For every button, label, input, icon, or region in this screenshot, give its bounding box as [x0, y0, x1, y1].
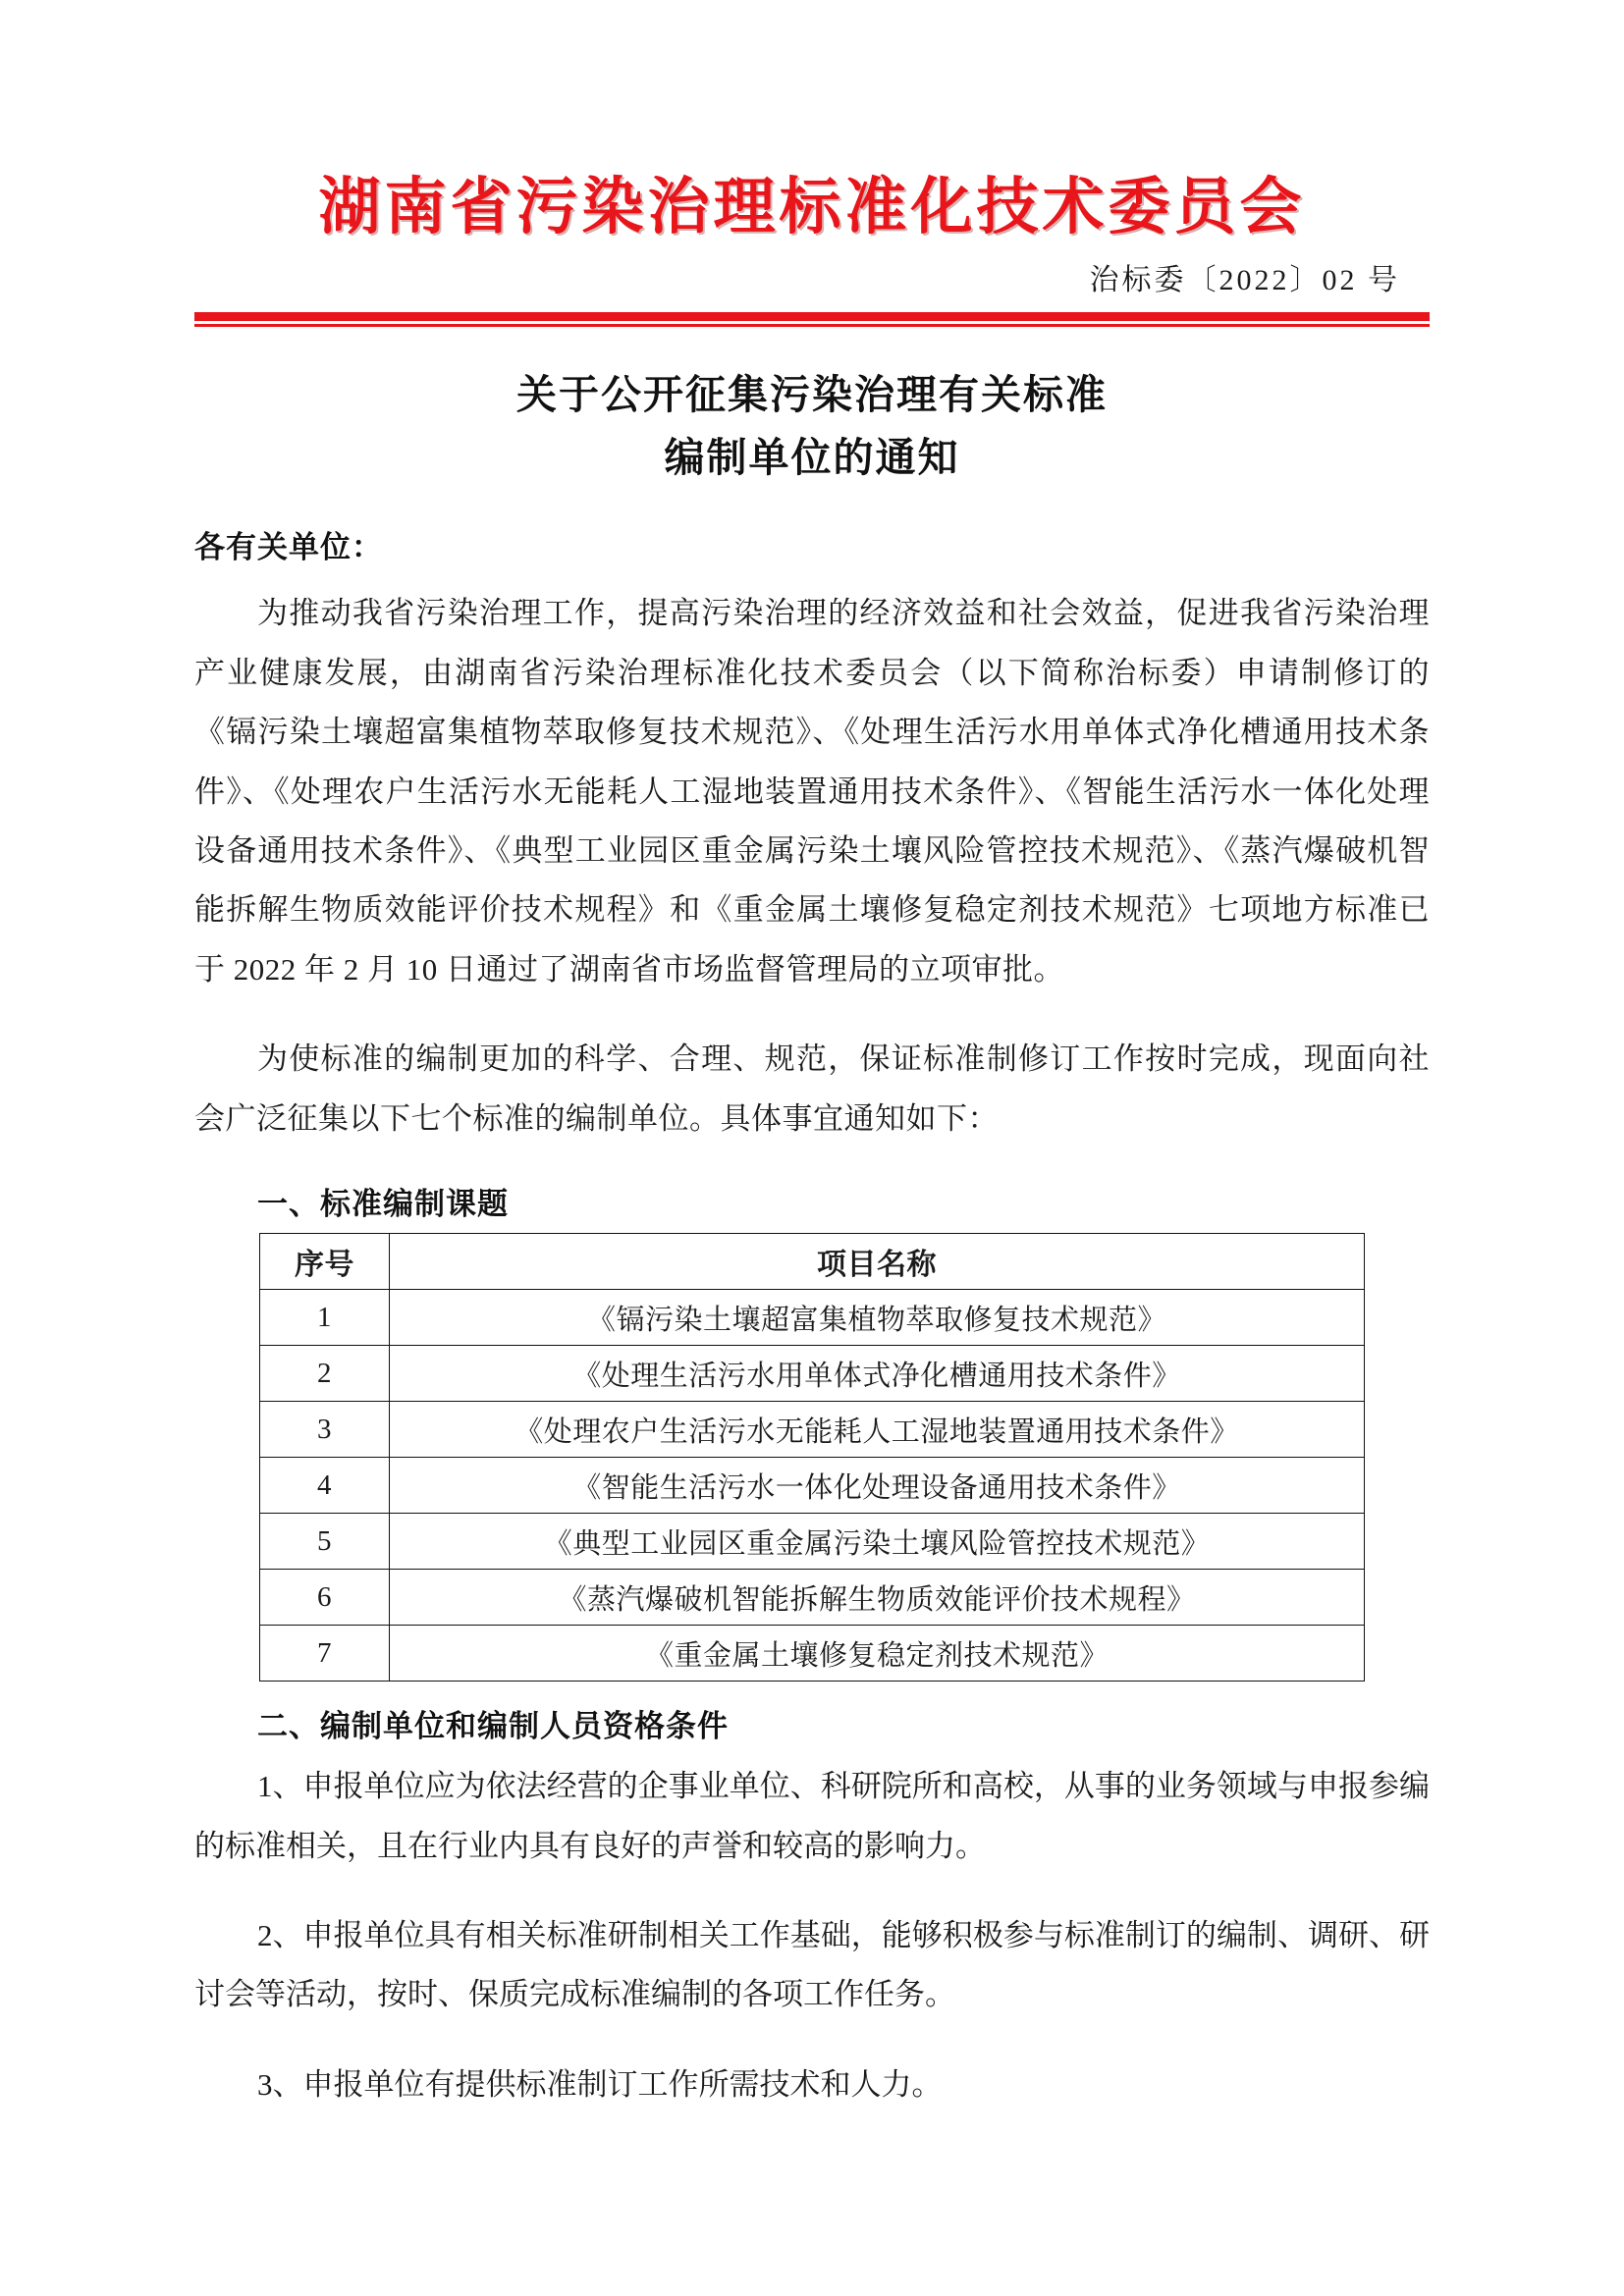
red-rule-thick: [194, 312, 1430, 321]
cell-no: 4: [260, 1458, 390, 1514]
letterhead-red-rule: [194, 312, 1430, 327]
cell-project-name: 《典型工业园区重金属污染土壤风险管控技术规范》: [390, 1514, 1365, 1570]
red-rule-thin: [194, 324, 1430, 327]
page-title-line-2: 编制单位的通知: [664, 434, 960, 480]
document-number: 治标委〔2022〕02 号: [1089, 264, 1400, 297]
cell-project-name: 《处理农户生活污水无能耗人工湿地装置通用技术条件》: [390, 1402, 1365, 1458]
document-sheet: [194, 0, 1430, 2145]
standard-subjects-table: [259, 1233, 1365, 1682]
body-paragraph-1: 为推动我省污染治理工作，提高污染治理的经济效益和社会效益，促进我省污染治理产业健康发展，由湖南省污染治理标准化技术委员会（以下简称治标委）申请制修订的《镉污染土壤超富集植物萃取修复技术规范》、《处理生活污水用单体式净化槽通用技术条件》、《处理农户生活污水无能耗人工湿地装置通用技术条件》、《智能生活污水一体化处理设备通用技术条件》、《典型工业园区重金属污染土壤风险管控技术规范》、《蒸汽爆破机智能拆解生物质效能评价技术规程》和《重金属土壤修复稳定剂技术规范》七项地方标准已于 2022 年 2 月 10 日通过了湖南省市场监督管理局的立项审批。: [194, 596, 1430, 987]
salutation: 各有关单位：: [194, 530, 383, 565]
table-row: [260, 1458, 1365, 1514]
section-two-item-3: 3、申报单位有提供标准制订工作所需技术和人力。: [257, 2066, 943, 2102]
cell-project-name: 《蒸汽爆破机智能拆解生物质效能评价技术规程》: [390, 1570, 1365, 1626]
table-body: [260, 1290, 1365, 1682]
section-two-item-1: 1、申报单位应为依法经营的企事业单位、科研院所和高校，从事的业务领域与申报参编的标准相关，且在行业内具有良好的声誉和较高的影响力。: [194, 1769, 1430, 1863]
cell-project-name: 《处理生活污水用单体式净化槽通用技术条件》: [390, 1346, 1365, 1402]
page-title-line-1: 关于公开征集污染治理有关标准: [516, 372, 1108, 418]
table-row: [260, 1290, 1365, 1346]
table-row: [260, 1514, 1365, 1570]
section-one-heading: 一、标准编制课题: [257, 1187, 509, 1222]
cell-project-name: 《重金属土壤修复稳定剂技术规范》: [390, 1626, 1365, 1682]
cell-no: 6: [260, 1570, 390, 1626]
issuing-organization-title: 湖南省污染治理标准化技术委员会: [318, 173, 1306, 241]
cell-project-name: 《镉污染土壤超富集植物萃取修复技术规范》: [390, 1290, 1365, 1346]
column-header-no: 序号: [260, 1234, 390, 1290]
cell-no: 1: [260, 1290, 390, 1346]
cell-no: 2: [260, 1346, 390, 1402]
section-two-item-2: 2、申报单位具有相关标准研制相关工作基础，能够积极参与标准制订的编制、调研、研讨会等活动，按时、保质完成标准编制的各项工作任务。: [194, 1918, 1430, 2012]
table-row: [260, 1346, 1365, 1402]
table-row: [260, 1570, 1365, 1626]
column-header-project-name: 项目名称: [390, 1234, 1365, 1290]
table-row: [260, 1402, 1365, 1458]
cell-no: 5: [260, 1514, 390, 1570]
page-title: [194, 364, 1430, 489]
body-paragraph-2: 为使标准的编制更加的科学、合理、规范，保证标准制修订工作按时完成，现面向社会广泛征集以下七个标准的编制单位。具体事宜通知如下：: [194, 1041, 1430, 1136]
section-two-heading: 二、编制单位和编制人员资格条件: [257, 1709, 729, 1744]
subjects-table-wrap: [194, 1233, 1430, 1682]
cell-no: 7: [260, 1626, 390, 1682]
letterhead: [194, 0, 1430, 298]
cell-no: 3: [260, 1402, 390, 1458]
table-row: [260, 1626, 1365, 1682]
table-header-row: [260, 1234, 1365, 1290]
cell-project-name: 《智能生活污水一体化处理设备通用技术条件》: [390, 1458, 1365, 1514]
